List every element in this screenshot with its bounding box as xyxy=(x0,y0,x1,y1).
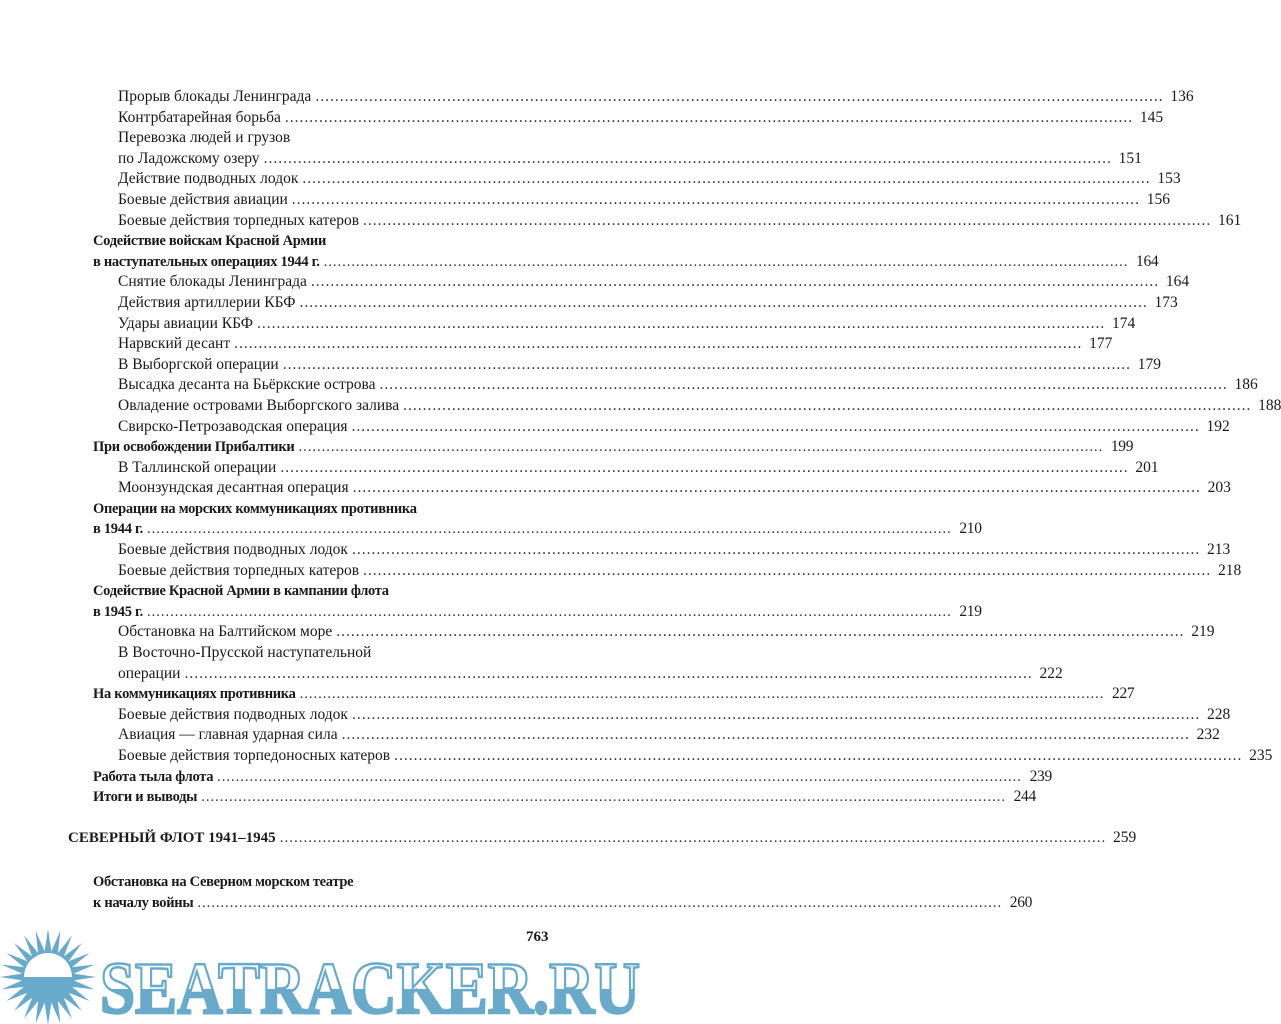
dot-leader xyxy=(217,767,1022,788)
toc-entry-page: 179 xyxy=(1137,355,1161,373)
dot-leader xyxy=(352,705,1200,726)
section-entries xyxy=(93,872,1033,913)
toc-entry-page: 227 xyxy=(1112,685,1135,703)
toc-entry-title: Снятие блокады Ленинграда xyxy=(118,273,307,291)
toc-entry xyxy=(93,602,982,623)
toc-entry-page: 151 xyxy=(1118,149,1142,167)
toc-entry-title: Итоги и выводы xyxy=(93,789,198,806)
toc-entry-page: 164 xyxy=(1136,252,1159,270)
toc-entry-page: 203 xyxy=(1207,479,1231,497)
toc-entry-title: в наступательных операциях 1944 г. xyxy=(93,253,320,270)
toc-entry-title: Боевые действия подводных лодок xyxy=(118,541,348,559)
watermark-text: SEATRACKER.RU xyxy=(100,948,640,1024)
dot-leader xyxy=(264,149,1112,170)
toc-entry-title: Моонзундская десантная операция xyxy=(118,479,349,497)
toc-entry-page: 201 xyxy=(1135,458,1159,476)
toc-entry xyxy=(93,499,557,520)
toc-entry-title: Высадка десанта на Бьёркские острова xyxy=(118,376,376,394)
dot-leader xyxy=(336,622,1184,643)
toc-entry-title: Боевые действия торпедных катеров xyxy=(118,211,360,229)
toc-entry-title: Содействие Красной Армии в кампании флота xyxy=(93,583,389,600)
toc-entry xyxy=(93,190,1171,211)
dot-leader xyxy=(147,602,952,623)
dot-leader xyxy=(292,190,1140,211)
toc-entry-title: Работа тыла флота xyxy=(93,768,214,785)
toc-entry xyxy=(93,293,1178,314)
dot-leader xyxy=(234,334,1082,355)
toc-entry-title: Операции на морских коммуникациях противника xyxy=(93,500,417,517)
toc-entry xyxy=(93,643,557,664)
toc-entry-page: 218 xyxy=(1218,561,1242,579)
toc-entry xyxy=(93,767,1052,788)
toc-entry xyxy=(93,169,1181,190)
dot-leader xyxy=(342,725,1190,746)
toc-entry xyxy=(93,684,1135,705)
toc-entry-page: 222 xyxy=(1039,664,1063,682)
toc-entry-page: 173 xyxy=(1154,293,1178,311)
toc-entry-title: Боевые действия подводных лодок xyxy=(118,705,348,723)
dot-leader xyxy=(353,478,1201,499)
sun-icon xyxy=(0,929,96,1024)
toc-entry-page: 219 xyxy=(959,602,982,620)
toc-entry-title: В Выборгской операции xyxy=(118,355,279,373)
dot-leader xyxy=(285,108,1133,129)
toc-entry xyxy=(93,396,1281,417)
toc-entry-title: В Таллинской операции xyxy=(118,458,277,476)
section-title: СЕВЕРНЫЙ ФЛОТ 1941–1945 xyxy=(68,830,276,846)
toc-entry-title: Содействие войскам Красной Армии xyxy=(93,233,327,250)
dot-leader xyxy=(403,396,1251,417)
dot-leader xyxy=(352,417,1200,438)
dot-leader xyxy=(324,252,1129,273)
toc-entry xyxy=(93,149,1142,170)
toc-entry-page: 213 xyxy=(1206,541,1231,559)
page-number: 763 xyxy=(526,929,549,945)
toc-entry-page: 164 xyxy=(1165,273,1190,291)
toc-entry-title: по Ладожскому озеру xyxy=(118,149,260,167)
toc-entry xyxy=(93,355,1161,376)
toc-entry xyxy=(93,252,1159,273)
toc-entry-page: 177 xyxy=(1089,335,1113,353)
dot-leader xyxy=(257,314,1105,335)
toc-entry xyxy=(93,725,1220,746)
toc-entry xyxy=(93,561,1242,582)
dot-leader xyxy=(379,375,1227,396)
dot-leader xyxy=(298,437,1103,458)
toc-entry xyxy=(93,108,1164,129)
toc-entry-title: Овладение островами Выборгского залива xyxy=(118,396,400,414)
toc-entry-page: 186 xyxy=(1234,376,1258,394)
toc-entry xyxy=(93,417,1230,438)
toc-entry-title: Действия артиллерии КБФ xyxy=(118,293,296,311)
toc-entry-page: 219 xyxy=(1191,623,1215,641)
dot-leader xyxy=(311,272,1159,293)
toc-entry xyxy=(93,375,1258,396)
toc-entry xyxy=(93,519,982,540)
toc-entry-page: 192 xyxy=(1206,417,1230,435)
toc-entry xyxy=(93,581,557,602)
dot-leader xyxy=(300,293,1148,314)
toc-entry-title: Нарвский десант xyxy=(118,335,231,353)
toc-entry-title: Прорыв блокады Ленинграда xyxy=(118,88,312,105)
toc-entry xyxy=(93,458,1159,479)
toc-entry xyxy=(93,128,557,149)
section-heading xyxy=(68,828,1137,849)
dot-leader xyxy=(147,519,952,540)
toc-entry-page: 260 xyxy=(1009,893,1033,911)
table-of-contents xyxy=(93,87,1281,808)
dot-leader xyxy=(363,561,1211,582)
section-page: 259 xyxy=(1112,829,1137,846)
dot-leader xyxy=(280,458,1128,479)
dot-leader xyxy=(363,211,1211,232)
toc-entry-page: 188 xyxy=(1258,396,1281,414)
toc-entry-page: 228 xyxy=(1206,705,1231,723)
dot-leader xyxy=(300,684,1105,705)
toc-entry-title: Авиация — главная ударная сила xyxy=(118,726,338,744)
toc-entry xyxy=(93,314,1136,335)
dot-leader xyxy=(302,169,1150,190)
toc-entry-page: 199 xyxy=(1110,438,1134,456)
toc-entry xyxy=(93,211,1242,232)
toc-entry-page: 156 xyxy=(1146,190,1171,208)
toc-entry xyxy=(93,872,557,893)
toc-entry xyxy=(93,478,1231,499)
toc-entry-page: 235 xyxy=(1249,747,1273,764)
toc-entry-title: к началу войны xyxy=(93,894,194,911)
toc-entry-page: 153 xyxy=(1157,170,1181,188)
toc-entry-title: Контрбатарейная борьба xyxy=(118,108,281,126)
toc-entry-title: Удары авиации КБФ xyxy=(118,314,253,332)
toc-entry xyxy=(93,705,1231,726)
toc-entry-title: Перевозка людей и грузов xyxy=(118,129,291,147)
toc-entry-title: Обстановка на Северном морском театре xyxy=(93,874,354,890)
toc-entry-title: На коммуникациях противника xyxy=(93,686,296,703)
toc-entry xyxy=(93,334,1113,355)
toc-entry-title: Действие подводных лодок xyxy=(118,170,299,188)
seatracker-watermark-logo xyxy=(0,925,657,1024)
toc-entry-page: 210 xyxy=(959,520,982,538)
toc-entry-title: Боевые действия торпедных катеров xyxy=(118,561,360,579)
toc-entry xyxy=(93,540,1231,561)
dot-leader xyxy=(352,540,1200,561)
toc-entry xyxy=(93,893,1033,914)
toc-entry-title: Боевые действия торпедоносных катеров xyxy=(118,747,391,764)
toc-entry xyxy=(93,437,1134,458)
toc-entry-title: Свирско-Петрозаводская операция xyxy=(118,417,348,435)
dot-leader xyxy=(201,787,1006,808)
toc-entry xyxy=(93,87,1194,108)
toc-entry xyxy=(93,746,1273,767)
dot-leader xyxy=(283,355,1131,376)
toc-entry-page: 232 xyxy=(1196,726,1220,744)
toc-entry-title: в 1945 г. xyxy=(93,603,143,620)
toc-entry-page: 174 xyxy=(1112,314,1136,332)
toc-entry xyxy=(93,272,1190,293)
dot-leader xyxy=(197,893,1002,914)
toc-entry-title: В Восточно-Прусской наступательной xyxy=(118,644,372,662)
dot-leader xyxy=(280,828,1107,849)
toc-entry-page: 244 xyxy=(1013,788,1036,806)
toc-entry xyxy=(93,664,1063,685)
toc-entry-title: операции xyxy=(118,664,181,682)
toc-entry xyxy=(93,622,1215,643)
toc-entry-page: 239 xyxy=(1029,767,1052,785)
toc-entry xyxy=(93,787,1036,808)
toc-entry-page: 136 xyxy=(1170,88,1194,105)
toc-entry-title: Боевые действия авиации xyxy=(118,190,288,208)
toc-entry-title: Обстановка на Балтийском море xyxy=(118,623,333,641)
toc-entry-title: При освобождении Прибалтики xyxy=(93,439,295,456)
dot-leader xyxy=(315,87,1163,108)
toc-entry-page: 145 xyxy=(1139,108,1164,126)
toc-entry-page: 161 xyxy=(1218,211,1242,229)
toc-entry xyxy=(93,231,557,252)
toc-entry-title: в 1944 г. xyxy=(93,521,143,538)
dot-leader xyxy=(394,746,1242,767)
dot-leader xyxy=(184,664,1032,685)
